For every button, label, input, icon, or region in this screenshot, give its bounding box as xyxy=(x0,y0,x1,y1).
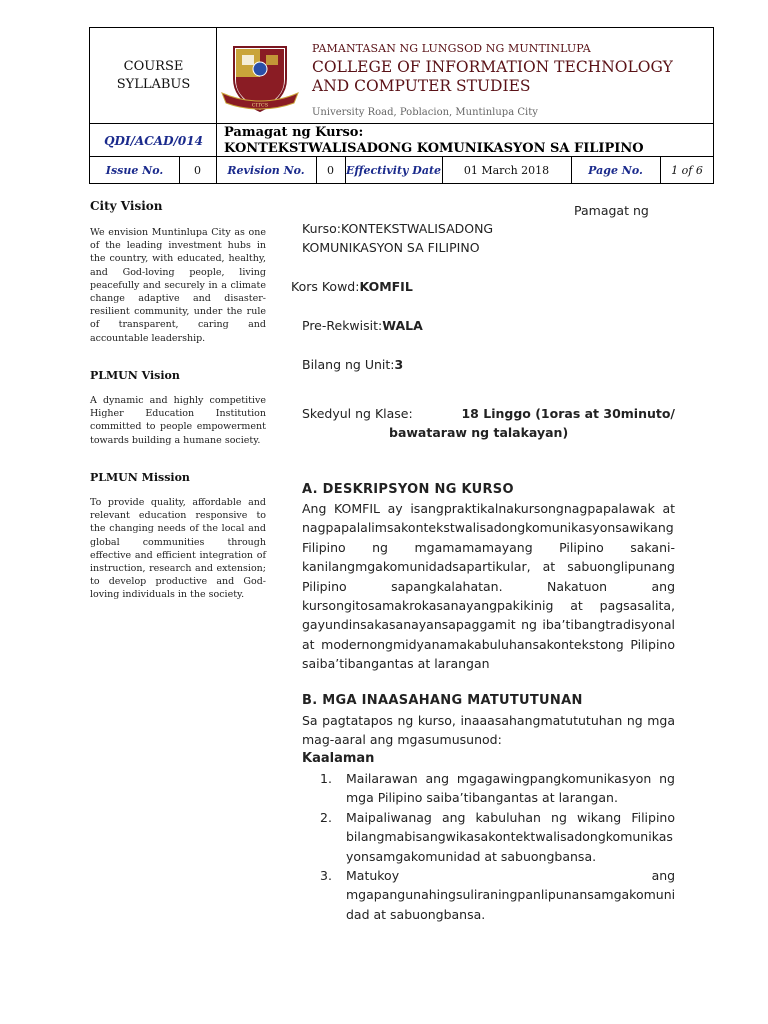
plmun-vision-text: A dynamic and highly competitive Higher Education Institution committed to people empowerment towards building a humane society. xyxy=(90,395,266,446)
effectivity-value: 01 March 2018 xyxy=(463,164,550,177)
page-value: 1 of 6 xyxy=(671,164,703,177)
plmun-vision-title: PLMUN Vision xyxy=(90,369,180,382)
course-description xyxy=(302,499,675,674)
college-name-line: AND COMPUTER STUDIES xyxy=(312,77,531,95)
course-title-value: KONTEKSTWALISADONG KOMUNIKASYON SA FILIPINO xyxy=(224,141,644,156)
college-name xyxy=(312,58,673,96)
bilang-unit-label: Bilang ng Unit: xyxy=(302,357,395,372)
description-line: saiba’tibangantas at larangan xyxy=(302,656,490,672)
city-vision-title: City Vision xyxy=(90,199,163,213)
city-vision-text: We envision Muntinlupa City as one of the leading investment hubs in the country, with educated, healthy, and God-loving people, living peacefully and securely in a climate change adaptive and disaster-resilient community, under the rule of transparent, caring and accountable leadership. xyxy=(90,227,266,344)
description-line: kanilangmgakomunidadsapartikular, at sabuonglipunang xyxy=(302,559,675,575)
page-label: Page No. xyxy=(588,164,643,177)
college-seal-logo xyxy=(220,43,300,117)
list-item-number: 3. xyxy=(320,868,332,883)
description-line: Pilipino sapangkalahatan. Nakatuon ang xyxy=(302,578,675,594)
kurso-line-2: KOMUNIKASYON SA FILIPINO xyxy=(302,240,480,255)
kors-kowd-value: KOMFIL xyxy=(359,279,413,294)
bilang-unit-line xyxy=(302,357,403,372)
course-syllabus-line: SYLLABUS xyxy=(116,77,191,92)
section-a-heading: A. DESKRIPSYON NG KURSO xyxy=(302,482,514,497)
description-line: at modernongmidyanamakabuluhansakontekstong Pilipino xyxy=(302,636,675,652)
outcomes-intro xyxy=(302,711,675,750)
university-name: PAMANTASAN NG LUNGSOD NG MUNTINLUPA xyxy=(312,42,591,55)
college-name-line: COLLEGE OF INFORMATION TECHNOLOGY xyxy=(312,58,673,76)
svg-text:CITCS: CITCS xyxy=(251,102,269,109)
prerekwisit-label: Pre-Rekwisit: xyxy=(302,318,383,333)
description-line: gayundinsakasanayansapaggamit ng iba’tibangtradisyonal xyxy=(302,617,675,633)
kurso-label: Kurso: xyxy=(302,221,342,236)
description-line: Filipino ng mgamamamayang Pilipino sakani- xyxy=(302,539,675,555)
description-line: kursongitosamakrokasanayangpakikinig at pagsasalita, xyxy=(302,598,675,614)
list-item-line: Maipaliwanag ang kabuluhan ng wikang Filipino xyxy=(346,810,675,825)
issue-label: Issue No. xyxy=(105,164,164,177)
list-item-line: bilangmabisangwikasakontektwalisadongkomunikas xyxy=(346,829,673,845)
kors-kowd-line xyxy=(291,279,413,294)
skedyul-line-2: bawataraw ng talakayan) xyxy=(389,425,569,440)
outcomes-intro-line: mag-aaral ang mgasumusunod: xyxy=(302,732,502,748)
list-item-line: dad at sabuongbansa. xyxy=(346,906,486,922)
list-item-number: 2. xyxy=(320,810,332,825)
list-item-line: mga Pilipino saiba’tibangantas at larangan. xyxy=(346,790,618,806)
plmun-mission-title: PLMUN Mission xyxy=(90,471,190,484)
list-item xyxy=(320,808,675,866)
prerekwisit-line xyxy=(302,318,423,333)
description-line: nagpapalalimsakontekstwalisadongkomunikasyonsawikang xyxy=(302,520,674,536)
bilang-unit-value: 3 xyxy=(394,357,404,372)
kurso-line-1 xyxy=(302,221,493,236)
header-table xyxy=(89,27,714,184)
list-item-line: yonsamgakomunidad at sabuongbansa. xyxy=(346,848,597,864)
outcomes-intro-line: Sa pagtatapos ng kurso, inaaasahangmatututuhan ng mga xyxy=(302,713,675,728)
list-item-line: mgapangunahingsuliraningpanlipunansamgakomuni xyxy=(346,887,676,903)
pamagat-ng-label: Pamagat ng xyxy=(574,203,649,218)
list-item xyxy=(320,769,675,808)
description-line: Ang KOMFIL ay isangpraktikalnakursongnagpapalawak at xyxy=(302,501,675,516)
issue-value: 0 xyxy=(194,164,201,177)
kors-kowd-label: Kors Kowd: xyxy=(291,279,360,294)
course-title-label: Pamagat ng Kurso: xyxy=(224,125,364,140)
course-syllabus-label xyxy=(90,28,217,124)
kurso-value: KONTEKSTWALISADONG xyxy=(341,221,494,236)
university-address: University Road, Poblacion, Muntinlupa City xyxy=(312,107,538,118)
list-item-line: Mailarawan ang mgagawingpangkomunikasyon ng xyxy=(346,771,675,786)
skedyul-value: 18 Linggo (1oras at 30minuto/ xyxy=(461,406,675,421)
prerekwisit-value: WALA xyxy=(382,318,423,333)
list-item xyxy=(320,866,675,924)
list-item-line: Matukoy ang xyxy=(346,868,676,883)
section-b-heading: B. MGA INAASAHANG MATUTUTUNAN xyxy=(302,693,583,708)
kaalaman-heading: Kaalaman xyxy=(302,751,375,766)
revision-label: Revision No. xyxy=(227,164,305,177)
skedyul-line-1 xyxy=(302,406,675,421)
revision-value: 0 xyxy=(327,164,334,177)
document-code: QDI/ACAD/014 xyxy=(104,133,203,148)
course-syllabus-line: COURSE xyxy=(123,59,184,74)
skedyul-label: Skedyul ng Klase: xyxy=(302,406,413,421)
list-item-number: 1. xyxy=(320,771,332,786)
effectivity-label: Effectivity Date xyxy=(345,164,442,177)
course-title-block xyxy=(224,125,644,157)
plmun-mission-text: To provide quality, affordable and relevant education responsive to the changing needs of the local and global communities through effective and efficient integration of instruction, research and extension; to develop productive and God-loving individuals in the society. xyxy=(90,497,266,601)
